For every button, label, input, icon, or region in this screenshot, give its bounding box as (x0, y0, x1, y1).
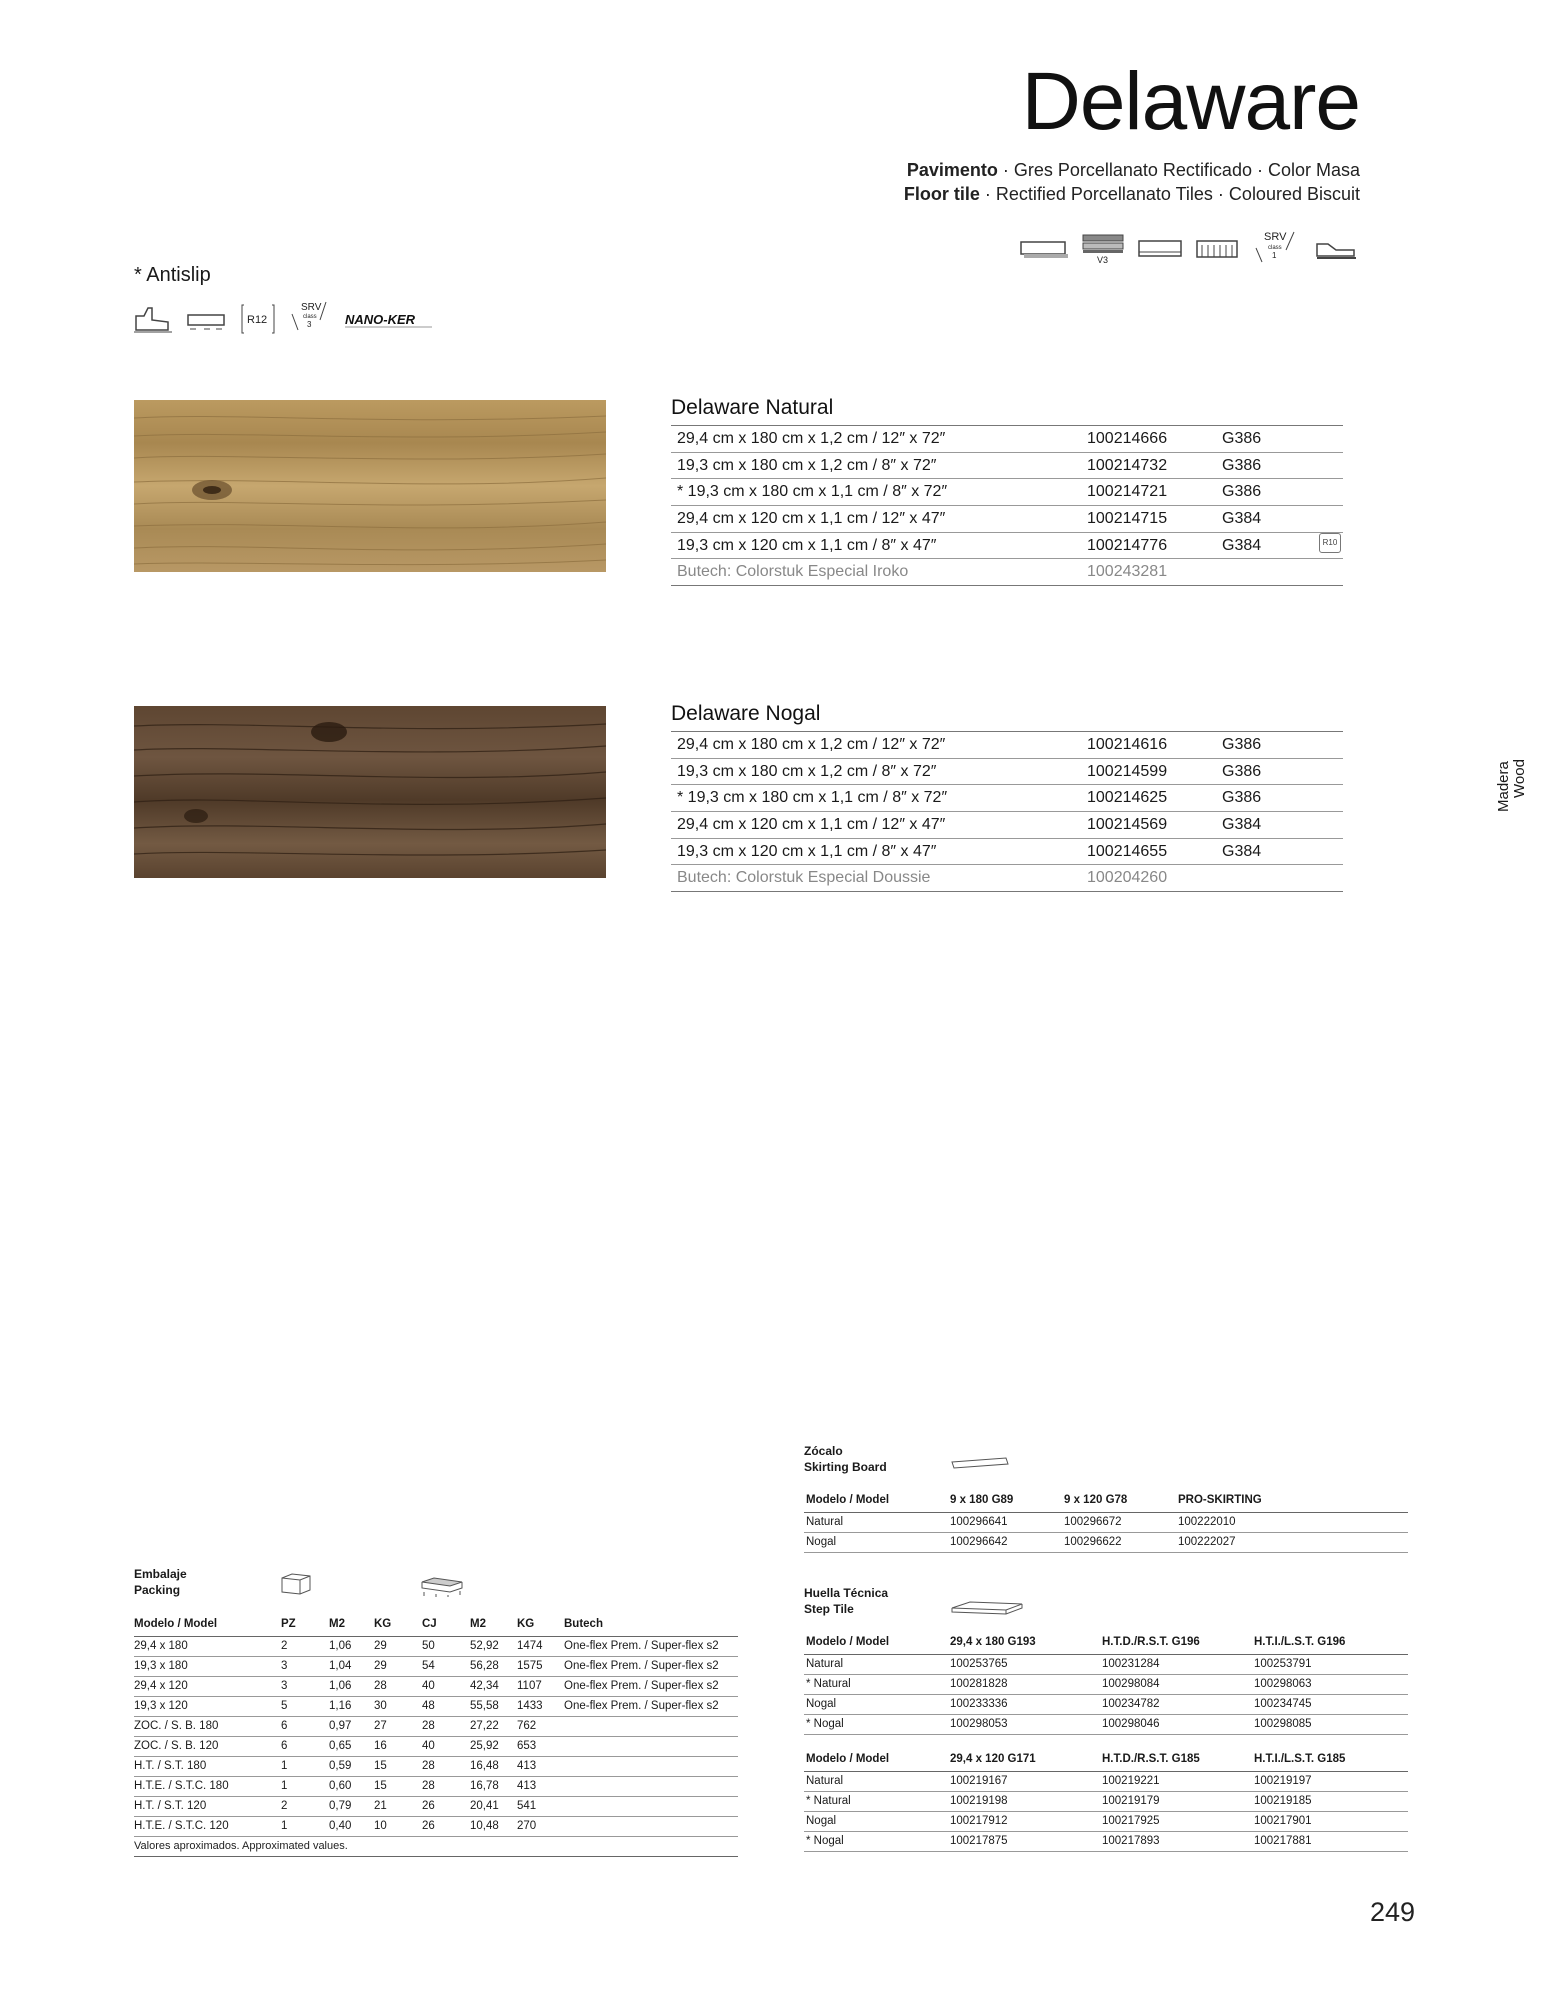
delaware-natural-image (134, 400, 606, 572)
size-cell: 29,4 cm x 180 cm x 1,2 cm / 12″ x 72″ (677, 736, 946, 753)
table-cell: 29 (374, 1640, 387, 1652)
subtitle-english (700, 184, 1360, 205)
step-tile-table-180 (804, 1633, 1408, 1735)
shade-variation-icon (1082, 233, 1124, 265)
column-header: Modelo / Model (806, 1494, 890, 1506)
table-cell: 762 (517, 1720, 537, 1732)
nano-ker-text: NANO-KER (345, 312, 416, 327)
table-cell: H.T.E. / S.T.C. 120 (134, 1820, 229, 1832)
table-cell: One-flex Prem. / Super-flex s2 (564, 1700, 719, 1712)
table-row (134, 1637, 738, 1657)
skirting-table (804, 1491, 1408, 1553)
table-cell: 100219198 (950, 1795, 1008, 1807)
table-row (671, 506, 1343, 533)
box-icon (280, 1572, 312, 1601)
table-cell: 100296641 (950, 1516, 1008, 1528)
group-cell: G384 (1222, 510, 1262, 528)
size-cell: * 19,3 cm x 180 cm x 1,1 cm / 8″ x 72″ (677, 789, 948, 807)
table-cell: Nogal (806, 1815, 837, 1827)
table-cell: 100253765 (950, 1658, 1008, 1670)
table-row (671, 785, 1343, 812)
table-cell: 25,92 (470, 1740, 499, 1752)
size-cell: 19,3 cm x 180 cm x 1,2 cm / 8″ x 72″ (677, 762, 937, 780)
srv-class-label: class (1268, 245, 1282, 251)
natural-series-title: Delaware Natural (671, 396, 834, 419)
table-cell: 1 (281, 1780, 288, 1792)
r10-badge-icon: R10 (1319, 533, 1341, 553)
code-cell: 100214569 (1087, 816, 1168, 834)
butech-code: 100243281 (1087, 563, 1168, 581)
table-cell: 100217901 (1254, 1815, 1312, 1827)
table-cell: Nogal (806, 1698, 837, 1710)
table-cell: 55,58 (470, 1700, 499, 1712)
table-row (671, 839, 1343, 866)
table-cell: 16 (374, 1740, 387, 1752)
subtitle-spanish (700, 160, 1360, 181)
table-row (804, 1655, 1408, 1675)
srv-class-1-icon (1252, 228, 1300, 270)
table-cell: 100219185 (1254, 1795, 1312, 1807)
butech-code: 100204260 (1087, 869, 1168, 887)
table-cell: 100219179 (1102, 1795, 1160, 1807)
table-cell: Nogal (806, 1536, 837, 1548)
code-cell: 100214655 (1087, 842, 1168, 860)
group-cell: G386 (1222, 483, 1262, 501)
r12-badge-icon (240, 303, 276, 335)
table-cell: 653 (517, 1740, 537, 1752)
code-cell: 100214715 (1087, 510, 1168, 528)
natural-product-table (671, 425, 1343, 586)
table-row (134, 1737, 738, 1757)
srv-class-number: 1 (1272, 251, 1277, 260)
table-cell: 100253791 (1254, 1658, 1312, 1670)
table-cell: 1,06 (329, 1680, 352, 1692)
table-row (134, 1717, 738, 1737)
shoe-slip-icon (134, 304, 172, 334)
table-cell: 100234782 (1102, 1698, 1160, 1710)
table-cell: 0,65 (329, 1740, 352, 1752)
table-cell: 1,06 (329, 1640, 352, 1652)
column-header: Butech (564, 1618, 603, 1630)
table-cell: 100298053 (950, 1718, 1008, 1730)
size-cell: 19,3 cm x 180 cm x 1,2 cm / 8″ x 72″ (677, 456, 937, 474)
skirting-board-icon (950, 1456, 1010, 1477)
table-cell: 100217912 (950, 1815, 1008, 1827)
table-cell: Natural (806, 1516, 844, 1528)
table-cell: 1107 (517, 1680, 542, 1692)
code-cell: 100214732 (1087, 456, 1168, 474)
column-header: KG (374, 1618, 392, 1630)
table-cell: 270 (517, 1820, 537, 1832)
table-cell: * Natural (806, 1678, 851, 1690)
column-header: H.T.I./L.S.T. G196 (1254, 1636, 1346, 1648)
table-cell: 0,97 (329, 1720, 352, 1732)
table-row (804, 1695, 1408, 1715)
table-cell: H.T.E. / S.T.C. 180 (134, 1780, 229, 1792)
skirting-title-es: Zócalo (804, 1444, 843, 1458)
group-cell: G386 (1222, 736, 1262, 753)
table-row (671, 479, 1343, 506)
installation-icon (186, 305, 226, 333)
table-cell: 100219221 (1102, 1775, 1160, 1787)
table-cell: 100222010 (1178, 1516, 1236, 1528)
group-cell: G386 (1222, 789, 1262, 807)
rectified-tile-icon (1020, 236, 1068, 262)
table-header-row (134, 1615, 738, 1637)
group-cell: G386 (1222, 762, 1262, 780)
column-header: 29,4 x 180 G193 (950, 1636, 1036, 1648)
table-cell: 16,48 (470, 1760, 499, 1772)
nano-ker-logo-icon (344, 308, 436, 330)
antislip-label: * Antislip (134, 264, 211, 286)
table-row (804, 1675, 1408, 1695)
table-cell: One-flex Prem. / Super-flex s2 (564, 1680, 719, 1692)
table-cell: 1474 (517, 1640, 543, 1652)
code-cell: 100214666 (1087, 430, 1168, 447)
table-cell: 16,78 (470, 1780, 499, 1792)
column-header: 9 x 120 G78 (1064, 1494, 1128, 1506)
table-cell: 5 (281, 1700, 288, 1712)
table-cell: 1575 (517, 1660, 543, 1672)
table-cell: 413 (517, 1760, 537, 1772)
size-cell: 29,4 cm x 120 cm x 1,1 cm / 12″ x 47″ (677, 816, 946, 834)
table-cell: 15 (374, 1760, 387, 1772)
nogal-series-title: Delaware Nogal (671, 702, 821, 725)
table-header-row (804, 1633, 1408, 1655)
category-en: Wood (1511, 759, 1528, 798)
table-cell: ZOC. / S. B. 180 (134, 1720, 219, 1732)
step-title-en: Step Tile (804, 1602, 854, 1616)
table-cell: 1433 (517, 1700, 543, 1712)
nogal-product-table (671, 731, 1343, 892)
column-header: Modelo / Model (134, 1618, 218, 1630)
radiant-floor-icon (1196, 237, 1238, 261)
table-row (804, 1792, 1408, 1812)
table-cell: 100217925 (1102, 1815, 1160, 1827)
plain-tile-icon (1138, 238, 1182, 260)
table-cell: 3 (281, 1680, 288, 1692)
table-cell: H.T. / S.T. 180 (134, 1760, 207, 1772)
table-cell: * Nogal (806, 1835, 844, 1847)
table-cell: 20,41 (470, 1800, 499, 1812)
packing-title-en: Packing (134, 1583, 181, 1597)
table-cell: 0,40 (329, 1820, 352, 1832)
table-cell: 27 (374, 1720, 387, 1732)
code-cell: 100214625 (1087, 789, 1168, 807)
table-row (671, 759, 1343, 786)
column-header: H.T.D./R.S.T. G196 (1102, 1636, 1200, 1648)
step-title-es: Huella Técnica (804, 1586, 889, 1600)
table-cell: 100298063 (1254, 1678, 1312, 1690)
page-title: Delaware (1021, 56, 1360, 147)
size-cell: 19,3 cm x 120 cm x 1,1 cm / 8″ x 47″ (677, 842, 937, 860)
table-cell: 413 (517, 1780, 537, 1792)
table-cell: 100234745 (1254, 1698, 1312, 1710)
group-cell: G386 (1222, 430, 1262, 447)
table-cell: 100217875 (950, 1835, 1008, 1847)
table-cell: 27,22 (470, 1720, 499, 1732)
table-cell: 1 (281, 1820, 288, 1832)
table-cell: 42,34 (470, 1680, 499, 1692)
table-row (804, 1812, 1408, 1832)
table-cell: 30 (374, 1700, 387, 1712)
column-header: 9 x 180 G89 (950, 1494, 1014, 1506)
step-tile-icon (950, 1600, 1024, 1623)
column-header: M2 (329, 1618, 345, 1630)
table-cell: 28 (374, 1680, 387, 1692)
column-header: CJ (422, 1618, 437, 1630)
table-cell: 19,3 x 180 (134, 1660, 188, 1672)
table-cell: 50 (422, 1640, 435, 1652)
butech-row (671, 559, 1343, 586)
table-row (804, 1715, 1408, 1735)
column-header: Modelo / Model (806, 1636, 890, 1648)
packing-table (134, 1615, 738, 1837)
packing-heading (134, 1566, 187, 1598)
table-cell: 1,04 (329, 1660, 352, 1672)
table-cell: 15 (374, 1780, 387, 1792)
table-cell: 100231284 (1102, 1658, 1160, 1670)
table-row (804, 1772, 1408, 1792)
table-cell: 100217893 (1102, 1835, 1160, 1847)
table-cell: 52,92 (470, 1640, 499, 1652)
group-cell: G384 (1222, 816, 1262, 834)
table-cell: 100233336 (950, 1698, 1008, 1710)
column-header: KG (517, 1618, 535, 1630)
table-cell: 54 (422, 1660, 435, 1672)
table-cell: 100217881 (1254, 1835, 1312, 1847)
table-cell: 28 (422, 1720, 435, 1732)
column-header: 29,4 x 120 G171 (950, 1753, 1036, 1765)
table-cell: One-flex Prem. / Super-flex s2 (564, 1640, 719, 1652)
table-header-row (804, 1750, 1408, 1772)
table-cell: 48 (422, 1700, 435, 1712)
table-cell: 0,60 (329, 1780, 352, 1792)
antislip-icons (134, 300, 436, 338)
table-row (671, 453, 1343, 480)
table-cell: 100296622 (1064, 1536, 1122, 1548)
table-cell: 26 (422, 1820, 435, 1832)
table-cell: Natural (806, 1775, 844, 1787)
srv-3-number: 3 (307, 320, 312, 329)
table-cell: 6 (281, 1720, 288, 1732)
table-row (804, 1832, 1408, 1852)
column-header: H.T.D./R.S.T. G185 (1102, 1753, 1200, 1765)
table-cell: 100219167 (950, 1775, 1008, 1787)
table-cell: ZOC. / S. B. 120 (134, 1740, 219, 1752)
column-header: PZ (281, 1618, 296, 1630)
group-cell: G384 (1222, 536, 1262, 554)
column-header: Modelo / Model (806, 1753, 890, 1765)
size-cell: 29,4 cm x 180 cm x 1,2 cm / 12″ x 72″ (677, 430, 946, 447)
table-cell: 541 (517, 1800, 537, 1812)
table-cell: 2 (281, 1800, 288, 1812)
packing-title-es: Embalaje (134, 1567, 187, 1581)
table-row (134, 1677, 738, 1697)
table-cell: 0,79 (329, 1800, 352, 1812)
table-cell: * Nogal (806, 1718, 844, 1730)
code-cell: 100214599 (1087, 762, 1168, 780)
size-cell: 19,3 cm x 120 cm x 1,1 cm / 8″ x 47″ (677, 536, 937, 554)
approximate-values-note: Valores aproximados. Approximated values. (134, 1840, 738, 1857)
subtitle-en-rest: · Rectified Porcellanato Tiles · Coloured Biscuit (979, 184, 1360, 204)
table-cell: 100281828 (950, 1678, 1008, 1690)
srv-class-3-icon (290, 300, 330, 338)
srv-3-class-label: class (303, 314, 317, 320)
table-cell: One-flex Prem. / Super-flex s2 (564, 1660, 719, 1672)
table-cell: 28 (422, 1780, 435, 1792)
table-row (671, 426, 1343, 453)
table-cell: 10,48 (470, 1820, 499, 1832)
table-cell: 3 (281, 1660, 288, 1672)
table-header-row (804, 1491, 1408, 1513)
table-cell: 40 (422, 1740, 435, 1752)
code-cell: 100214616 (1087, 736, 1168, 753)
table-row (671, 533, 1343, 560)
pallet-icon (420, 1576, 464, 1603)
table-cell: 100219197 (1254, 1775, 1312, 1787)
category-side-label (1495, 730, 1528, 830)
v3-label: V3 (1097, 255, 1109, 265)
table-row (671, 812, 1343, 839)
table-cell: * Natural (806, 1795, 851, 1807)
column-header: PRO-SKIRTING (1178, 1494, 1262, 1506)
table-cell: 0,59 (329, 1760, 352, 1772)
table-cell: 40 (422, 1680, 435, 1692)
skirting-heading (804, 1443, 887, 1475)
column-header: H.T.I./L.S.T. G185 (1254, 1753, 1346, 1765)
size-cell: * 19,3 cm x 180 cm x 1,1 cm / 8″ x 72″ (677, 483, 948, 501)
group-cell: G386 (1222, 456, 1262, 474)
delaware-nogal-image (134, 706, 606, 878)
table-cell: 26 (422, 1800, 435, 1812)
butech-label: Butech: Colorstuk Especial Iroko (677, 563, 909, 581)
table-cell: 21 (374, 1800, 387, 1812)
table-row (804, 1513, 1408, 1533)
table-cell: 10 (374, 1820, 387, 1832)
table-cell: 100296642 (950, 1536, 1008, 1548)
table-row (134, 1817, 738, 1837)
subtitle-en-bold: Floor tile (903, 184, 980, 204)
table-cell: Natural (806, 1658, 844, 1670)
group-cell: G384 (1222, 842, 1262, 860)
butech-label: Butech: Colorstuk Especial Doussie (677, 869, 931, 887)
table-cell: 56,28 (470, 1660, 499, 1672)
category-es: Madera (1495, 761, 1512, 812)
table-cell: 6 (281, 1740, 288, 1752)
table-row (134, 1657, 738, 1677)
srv-label: SRV (1264, 231, 1287, 243)
table-cell: 29,4 x 120 (134, 1680, 188, 1692)
table-cell: 19,3 x 120 (134, 1700, 188, 1712)
size-cell: 29,4 cm x 120 cm x 1,1 cm / 12″ x 47″ (677, 510, 946, 528)
table-cell: 100222027 (1178, 1536, 1236, 1548)
table-row (134, 1697, 738, 1717)
table-cell: 100298046 (1102, 1718, 1160, 1730)
table-cell: 28 (422, 1760, 435, 1772)
srv-3-label: SRV (301, 302, 322, 313)
r12-label: R12 (247, 314, 268, 326)
table-row (134, 1757, 738, 1777)
code-cell: 100214776 (1087, 536, 1168, 554)
table-cell: 1 (281, 1760, 288, 1772)
step-tile-table-120 (804, 1750, 1408, 1852)
table-cell: 2 (281, 1640, 288, 1652)
table-cell: 29,4 x 180 (134, 1640, 188, 1652)
table-row (134, 1777, 738, 1797)
skirting-title-en: Skirting Board (804, 1460, 887, 1474)
table-cell: 1,16 (329, 1700, 352, 1712)
column-header: M2 (470, 1618, 486, 1630)
table-cell: 100298085 (1254, 1718, 1312, 1730)
technical-icons (1020, 228, 1358, 270)
table-cell: 29 (374, 1660, 387, 1672)
step-tile-heading (804, 1585, 888, 1617)
table-cell: 100298084 (1102, 1678, 1160, 1690)
table-row (134, 1797, 738, 1817)
table-cell: H.T. / S.T. 120 (134, 1800, 207, 1812)
butech-row (671, 865, 1343, 892)
page-number: 249 (1369, 1897, 1415, 1927)
subtitle-es-rest: · Gres Porcellanato Rectificado · Color Masa (997, 160, 1360, 180)
subtitle-es-bold: Pavimento (906, 160, 998, 180)
shoe-icon (1314, 236, 1358, 262)
table-cell: 100296672 (1064, 1516, 1122, 1528)
table-row (804, 1533, 1408, 1553)
code-cell: 100214721 (1087, 483, 1168, 501)
table-row (671, 732, 1343, 759)
